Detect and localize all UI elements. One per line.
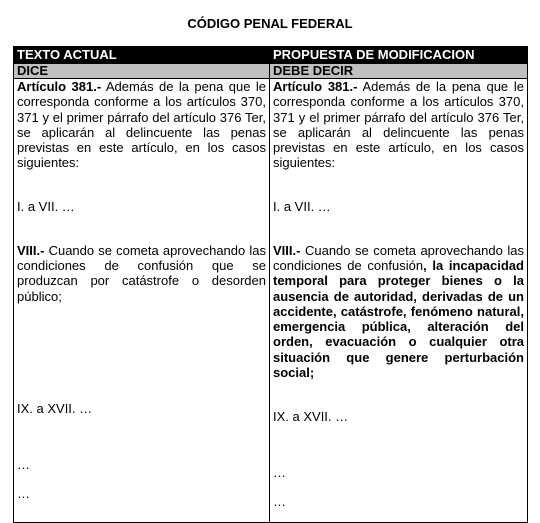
- proposed-viii-label: VIII.-: [273, 242, 301, 258]
- proposed-ellipsis-2: …: [273, 493, 286, 509]
- current-article-label: Artículo 381.-: [17, 79, 102, 94]
- proposed-ellipsis-1: …: [273, 465, 286, 481]
- subheader-dice: DICE: [14, 64, 270, 79]
- current-ellipsis-2: …: [17, 485, 30, 501]
- proposed-article-text: Además de la pena que le corresponda conforme a los artículos 370, 371 y el primer párrafo del artículo 376 Ter, se aplicarán al delincuente las penas previstas en este artículo, en los casos siguientes:: [273, 79, 524, 171]
- current-viii-label: VIII.-: [17, 242, 45, 258]
- proposed-range-i-vii: I. a VII. …: [273, 199, 331, 215]
- spacer: [17, 227, 266, 242]
- table-subheader-row: [14, 64, 528, 79]
- current-article-paragraph: [17, 79, 266, 171]
- proposed-range-ix-xvii: IX. a XVII. …: [273, 408, 349, 424]
- proposed-viii-text-bold: , la incapacidad temporal para proteger bienes o la ausencia de autoridad, derivadas de un accidente, catástrofe, fenómeno natural, emergencia pública, alteración del orden, evacuación o cualquier otra situación que genere perturbación social;: [273, 257, 524, 381]
- spacer: [17, 171, 266, 186]
- spacer: [273, 171, 524, 186]
- current-viii-text: Cuando se cometa aprovechando las condiciones de confusión que se produzcan por catástrofe o desorden público;: [17, 242, 266, 304]
- current-ellipsis-1: …: [17, 457, 30, 473]
- header-proposed-change: PROPUESTA DE MODIFICACION: [270, 47, 528, 64]
- proposed-article-paragraph: [273, 79, 524, 171]
- comparison-table: [13, 46, 528, 523]
- document-title: CÓDIGO PENAL FEDERAL: [187, 16, 353, 31]
- spacer: [273, 227, 524, 242]
- spacer: [273, 437, 524, 452]
- proposed-viii-text-plain: Cuando se cometa aprovechando las condiciones de confusión: [273, 242, 524, 273]
- table-header-row: [14, 47, 528, 64]
- spacer: [273, 380, 524, 395]
- proposed-fraction-viii: [273, 243, 524, 381]
- current-range-i-vii: I. a VII. …: [17, 199, 75, 215]
- spacer: [17, 304, 266, 388]
- spacer: [17, 429, 266, 444]
- current-range-ix-xvii: IX. a XVII. …: [17, 400, 93, 416]
- header-current-text: TEXTO ACTUAL: [14, 47, 270, 64]
- proposed-article-label: Artículo 381.-: [273, 79, 358, 94]
- current-fraction-viii: [17, 243, 266, 304]
- current-article-text: Además de la pena que le corresponda conforme a los artículos 370, 371 y el primer párrafo del artículo 376 Ter, se aplicarán al delincuente las penas previstas en este artículo, en los casos siguientes:: [17, 79, 266, 171]
- subheader-debe-decir: DEBE DECIR: [270, 64, 528, 79]
